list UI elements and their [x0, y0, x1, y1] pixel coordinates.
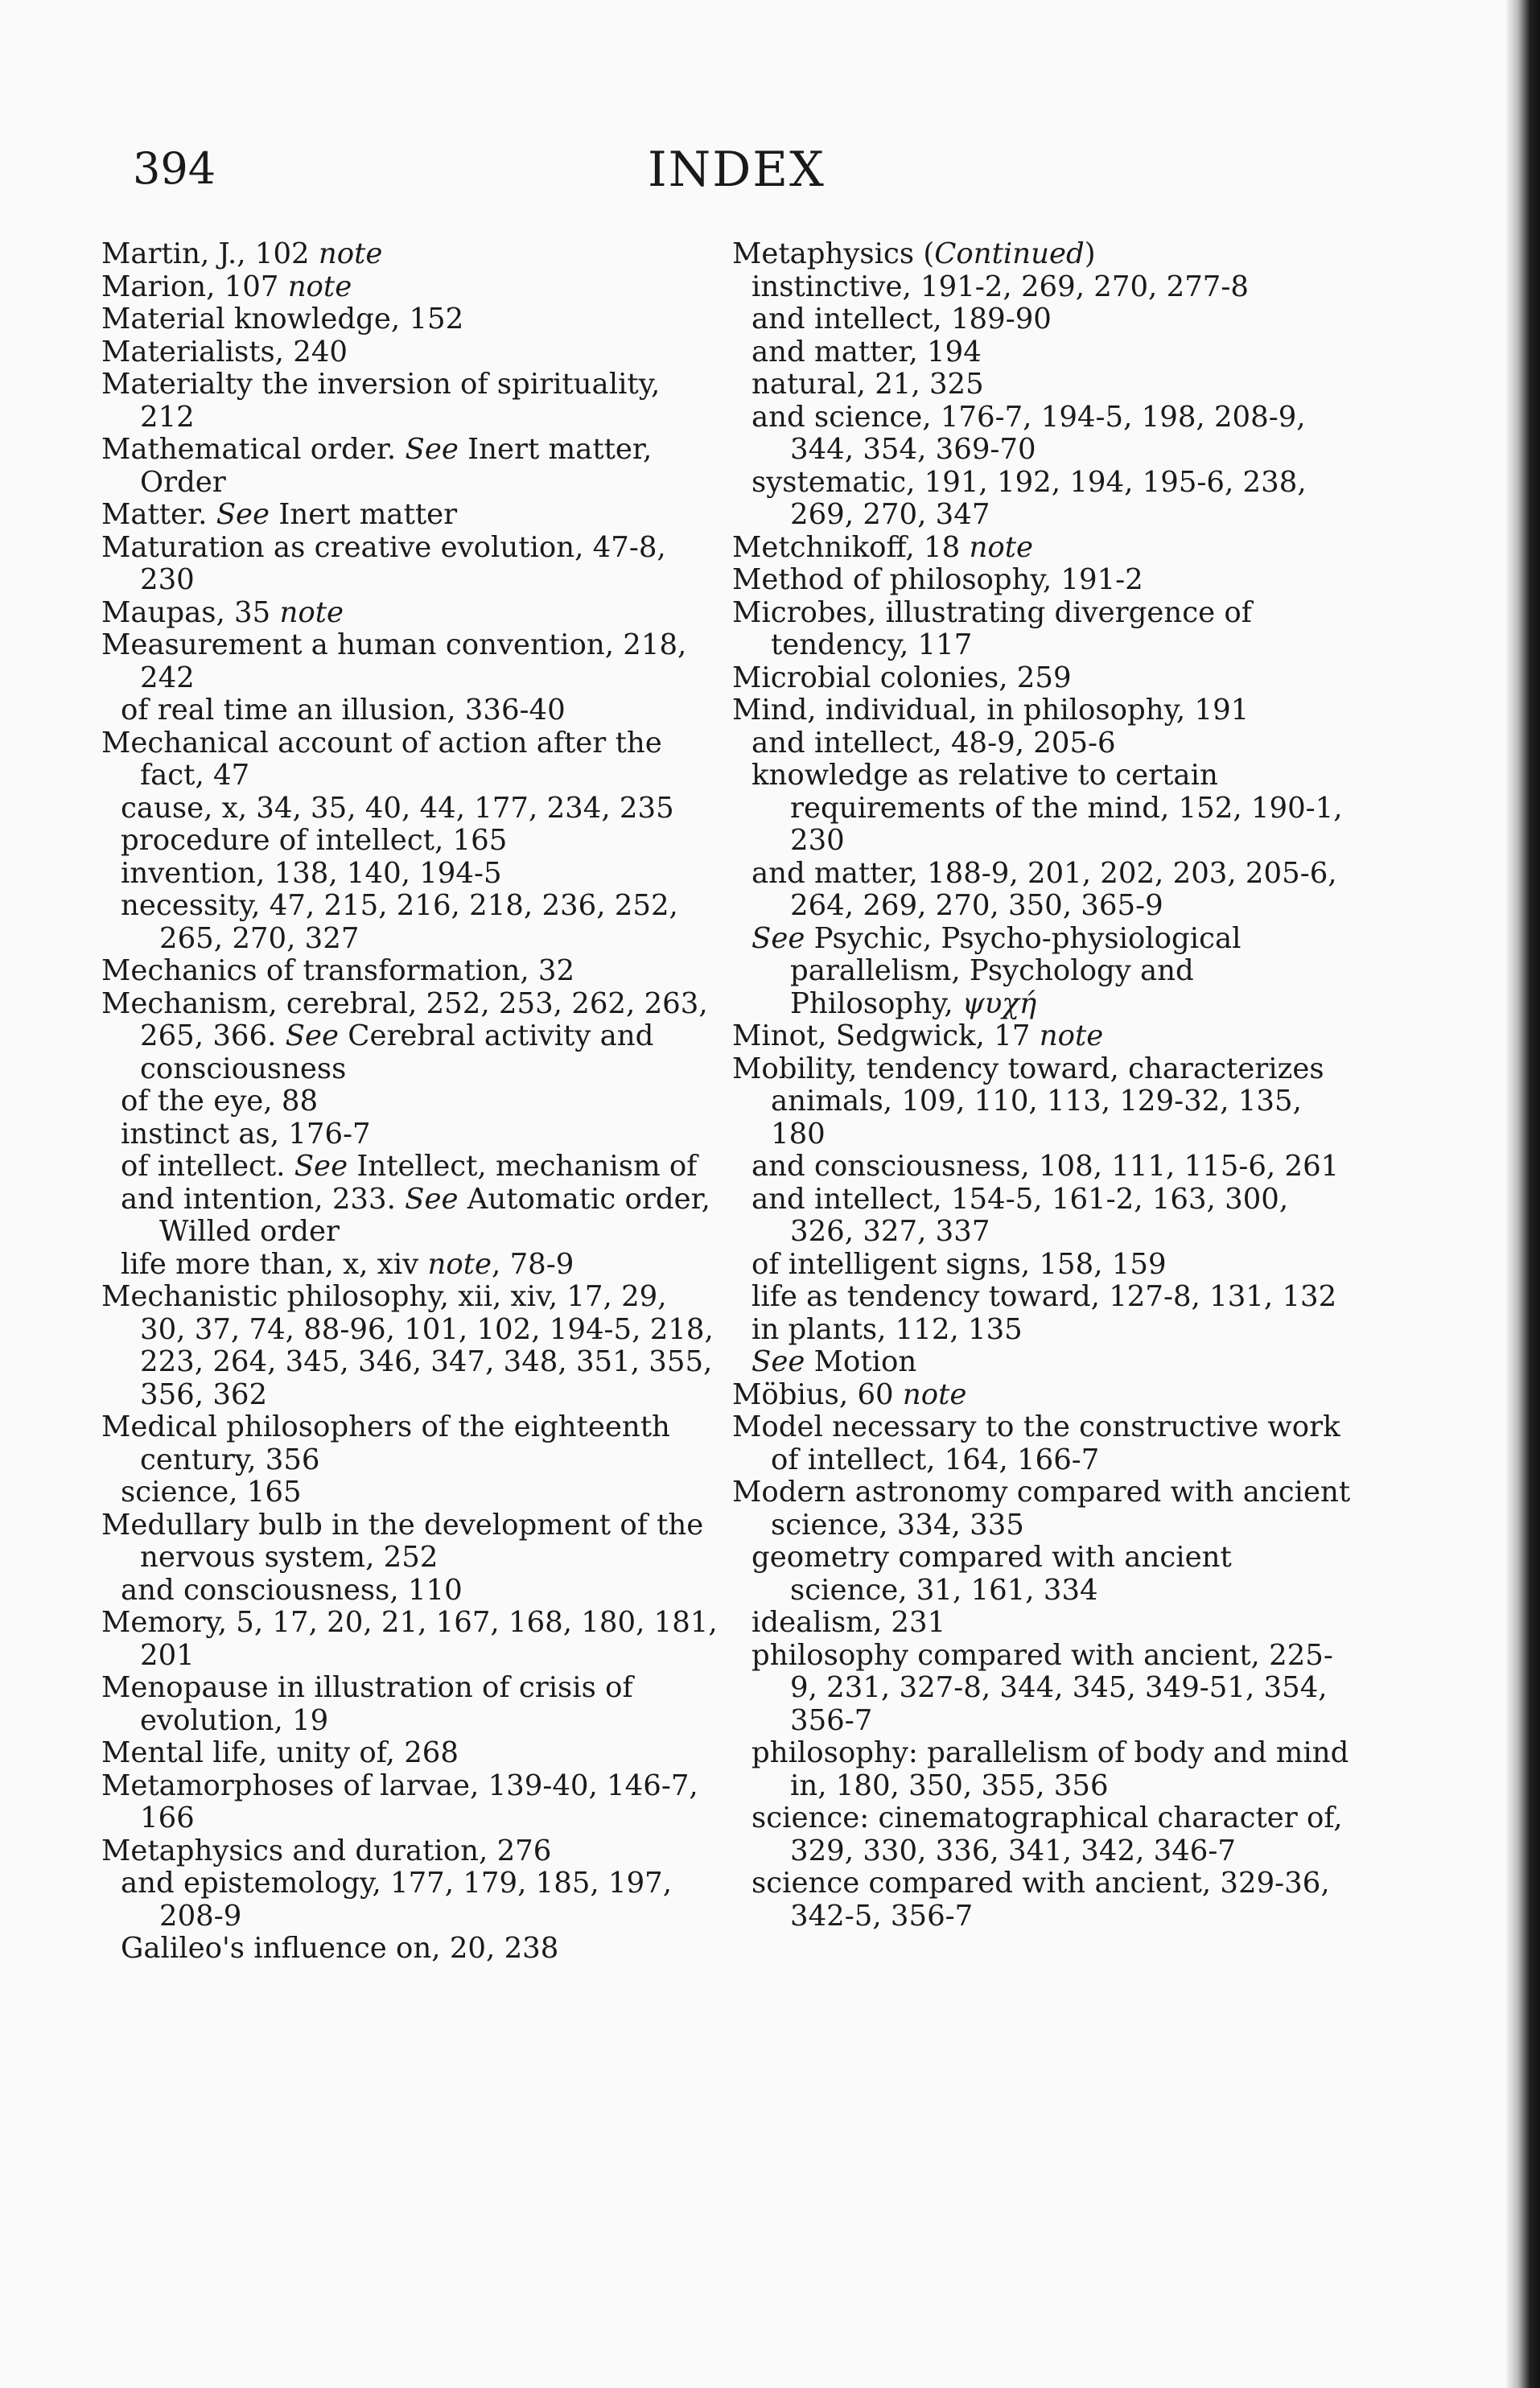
index-text: instinct as, 176-7: [121, 1117, 371, 1151]
index-subentry: [101, 890, 721, 955]
index-text: Maupas, 35: [101, 595, 280, 629]
index-text: and matter, 194: [751, 335, 982, 368]
index-text: and consciousness, 108, 111, 115-6, 261: [751, 1150, 1340, 1183]
index-subentry: [101, 1118, 721, 1151]
index-text: Materialists, 240: [101, 335, 348, 368]
index-subentry: [101, 858, 721, 891]
index-text: Mental life, unity of, 268: [101, 1736, 459, 1769]
index-italic-text: note: [902, 1377, 967, 1411]
index-text: Microbes, illustrating divergence of tendency, 117: [732, 595, 1252, 661]
index-subentry: [732, 1802, 1352, 1867]
index-text: invention, 138, 140, 194-5: [121, 856, 502, 890]
index-subentry: [732, 1640, 1352, 1738]
index-text: Metaphysics and duration, 276: [101, 1834, 552, 1867]
index-text: Mechanical account of action after the fact, 47: [101, 726, 662, 792]
index-entry: [732, 1379, 1352, 1412]
index-italic-text: See: [405, 1182, 459, 1216]
index-italic-text: note: [318, 237, 383, 270]
index-text: Motion: [805, 1345, 917, 1378]
index-entry: [101, 1737, 721, 1770]
index-column-left: [101, 238, 721, 1966]
index-entry: [101, 434, 721, 499]
index-entry: [101, 1607, 721, 1672]
index-text: Metchnikoff, 18: [732, 530, 970, 564]
index-subentry: [732, 923, 1352, 1021]
index-text: Medical philosophers of the eighteenth century, 356: [101, 1410, 670, 1476]
index-text: Metaphysics (: [732, 237, 935, 270]
index-entry: [101, 1411, 721, 1476]
index-entry: [101, 1835, 721, 1868]
index-subentry: [101, 1184, 721, 1249]
index-text: geometry compared with ancient science, 31, 161, 334: [751, 1541, 1232, 1607]
index-subentry: [101, 694, 721, 727]
index-text: in plants, 112, 135: [751, 1312, 1023, 1346]
index-entry: [101, 368, 721, 434]
index-text: of intelligent signs, 158, 159: [751, 1247, 1167, 1281]
index-text: and intention, 233.: [121, 1182, 406, 1216]
index-entry: [101, 727, 721, 793]
index-text: science, 165: [121, 1476, 302, 1509]
index-text: Method of philosophy, 191-2: [732, 563, 1143, 596]
index-text: Marion, 107: [101, 270, 288, 303]
index-subentry: [101, 1249, 721, 1282]
index-text: Mechanistic philosophy, xii, xiv, 17, 29, 30, 37, 74, 88-96, 101, 102, 194-5, 218, 223, 264, 345, 346, 347, 348, 351, 355, 356, 362: [101, 1280, 714, 1411]
index-italic-text: See: [405, 433, 459, 466]
index-text: Maturation as creative evolution, 47-8, 230: [101, 530, 666, 596]
index-subentry: [732, 727, 1352, 760]
index-subentry: [101, 1085, 721, 1118]
index-entry: [101, 955, 721, 988]
index-subentry: [732, 1314, 1352, 1347]
index-text: Modern astronomy compared with ancient science, 334, 335: [732, 1476, 1351, 1542]
page-edge-shadow: [1506, 0, 1540, 2388]
index-entry: [101, 629, 721, 694]
index-text: Möbius, 60: [732, 1377, 903, 1411]
index-text: necessity, 47, 215, 216, 218, 236, 252, 265, 270, 327: [121, 889, 678, 955]
index-text: Matter.: [101, 498, 216, 531]
index-subentry: [732, 760, 1352, 858]
index-text: of intellect.: [121, 1150, 294, 1183]
index-subentry: [732, 1542, 1352, 1607]
index-text: systematic, 191, 192, 194, 195-6, 238, 269, 270, 347: [751, 465, 1307, 531]
index-text: Metamorphoses of larvae, 139-40, 146-7, 166: [101, 1768, 698, 1834]
index-subentry: [732, 336, 1352, 369]
index-entry: [732, 694, 1352, 727]
index-text: Galileo's influence on, 20, 238: [121, 1932, 559, 1965]
index-text: philosophy compared with ancient, 225-9, 231, 327-8, 344, 345, 349-51, 354, 356-7: [751, 1638, 1333, 1737]
index-italic-text: See: [285, 1019, 339, 1052]
index-subentry: [732, 1607, 1352, 1640]
index-text: instinctive, 191-2, 269, 270, 277-8: [751, 270, 1249, 303]
index-text: of real time an illusion, 336-40: [121, 694, 566, 727]
index-italic-text: See: [294, 1150, 348, 1183]
index-subentry: [732, 1867, 1352, 1933]
index-text: and intellect, 154-5, 161-2, 163, 300, 326, 327, 337: [751, 1182, 1289, 1248]
index-subentry: [732, 467, 1352, 532]
index-entry: [732, 532, 1352, 565]
index-italic-text: note: [969, 530, 1033, 564]
index-italic-text: ψυχή: [961, 986, 1037, 1020]
index-subentry: [732, 1151, 1352, 1184]
index-subentry: [101, 793, 721, 826]
index-text: science compared with ancient, 329-36, 342-5, 356-7: [751, 1867, 1330, 1933]
index-text: Intellect, mechanism of: [348, 1150, 698, 1183]
index-subentry: [732, 368, 1352, 401]
index-text: and intellect, 48-9, 205-6: [751, 726, 1116, 760]
index-column-right: [732, 238, 1352, 1933]
index-text: Automatic order, Willed order: [159, 1182, 710, 1248]
index-text: Model necessary to the constructive work of intellect, 164, 166-7: [732, 1410, 1340, 1476]
index-subentry: [732, 271, 1352, 304]
index-text: and intellect, 189-90: [751, 303, 1052, 336]
index-text: Measurement a human convention, 218, 242: [101, 628, 687, 694]
index-italic-text: note: [287, 270, 352, 303]
index-text: life as tendency toward, 127-8, 131, 132: [751, 1280, 1337, 1313]
index-text: Martin, J., 102: [101, 237, 319, 270]
index-subentry: [732, 401, 1352, 467]
index-subentry: [732, 1737, 1352, 1802]
index-text: , 78-9: [492, 1247, 574, 1281]
index-italic-text: See: [751, 921, 805, 955]
index-subentry: [732, 303, 1352, 336]
index-text: procedure of intellect, 165: [121, 824, 508, 857]
index-text: natural, 21, 325: [751, 368, 984, 401]
index-entry: [732, 1053, 1352, 1151]
index-text: and matter, 188-9, 201, 202, 203, 205-6, 264, 269, 270, 350, 365-9: [751, 856, 1337, 922]
index-text: Inert matter: [270, 498, 458, 531]
index-subentry: [732, 1184, 1352, 1249]
index-text: Microbial colonies, 259: [732, 661, 1072, 694]
index-subentry: [101, 1476, 721, 1509]
index-text: and epistemology, 177, 179, 185, 197, 208-9: [121, 1867, 673, 1933]
index-subentry: [732, 1281, 1352, 1314]
index-text: philosophy: parallelism of body and mind in, 180, 350, 355, 356: [751, 1736, 1349, 1802]
index-entry: [101, 303, 721, 336]
index-entry: [732, 1476, 1352, 1542]
index-text: science: cinematographical character of, 329, 330, 336, 341, 342, 346-7: [751, 1801, 1343, 1867]
index-text: Mobility, tendency toward, characterizes animals, 109, 110, 113, 129-32, 135, 180: [732, 1052, 1324, 1151]
index-subentry: [101, 825, 721, 858]
index-text: and science, 176-7, 194-5, 198, 208-9, 344, 354, 369-70: [751, 400, 1306, 466]
index-entry: [101, 1770, 721, 1835]
index-text: and consciousness, 110: [121, 1573, 463, 1607]
index-text: Mind, individual, in philosophy, 191: [732, 694, 1250, 727]
index-italic-text: note: [279, 595, 344, 629]
index-subentry: [732, 858, 1352, 923]
index-text: life more than, x, xiv: [121, 1247, 428, 1281]
index-entry: [101, 1509, 721, 1575]
index-text: cause, x, 34, 35, 40, 44, 177, 234, 235: [121, 791, 674, 825]
index-italic-text: note: [427, 1247, 492, 1281]
index-text: ): [1084, 237, 1096, 270]
index-entry: [732, 1411, 1352, 1476]
index-text: knowledge as relative to certain requirements of the mind, 152, 190-1, 230: [751, 759, 1343, 857]
index-text: idealism, 231: [751, 1606, 946, 1639]
index-text: Material knowledge, 152: [101, 303, 464, 336]
index-text: Cerebral activity and consciousness: [140, 1019, 654, 1085]
index-italic-text: See: [216, 498, 270, 531]
index-entry: [732, 662, 1352, 695]
index-entry: [732, 238, 1352, 271]
index-entry: [732, 597, 1352, 662]
index-subentry: [732, 1249, 1352, 1282]
index-entry: [101, 1281, 721, 1411]
index-entry: [101, 499, 721, 532]
index-entry: [732, 564, 1352, 597]
index-entry: [732, 1020, 1352, 1053]
index-subentry: [101, 1151, 721, 1184]
index-entry: [101, 597, 721, 630]
index-entry: [101, 271, 721, 304]
index-entry: [101, 238, 721, 271]
index-text: Mechanics of transformation, 32: [101, 954, 575, 987]
page-number: 394: [133, 143, 216, 194]
index-text: Minot, Sedgwick, 17: [732, 1019, 1040, 1052]
index-text: Inert matter, Order: [140, 433, 653, 499]
index-italic-text: note: [1039, 1019, 1104, 1052]
index-text: Medullary bulb in the development of the nervous system, 252: [101, 1508, 704, 1574]
index-text: Materialty the inversion of spirituality, 212: [101, 368, 661, 434]
index-text: Psychic, Psycho-physiological parallelism, Psychology and Philosophy,: [790, 921, 1241, 1020]
index-italic-text: See: [751, 1345, 805, 1378]
index-text: Mechanism, cerebral, 252, 253, 262, 263, 265, 366.: [101, 986, 708, 1052]
index-text: of the eye, 88: [121, 1085, 319, 1118]
index-entry: [101, 532, 721, 597]
index-subentry: [101, 1867, 721, 1933]
index-subentry: [101, 1575, 721, 1608]
index-subentry: [101, 1933, 721, 1966]
page-title: INDEX: [648, 142, 826, 198]
index-entry: [101, 336, 721, 369]
index-italic-text: Continued: [934, 237, 1085, 270]
index-text: Menopause in illustration of crisis of evolution, 19: [101, 1671, 633, 1737]
index-entry: [101, 988, 721, 1086]
index-text: Memory, 5, 17, 20, 21, 167, 168, 180, 181, 201: [101, 1606, 718, 1672]
index-text: Mathematical order.: [101, 433, 406, 466]
index-subentry: [732, 1346, 1352, 1379]
index-entry: [101, 1672, 721, 1737]
